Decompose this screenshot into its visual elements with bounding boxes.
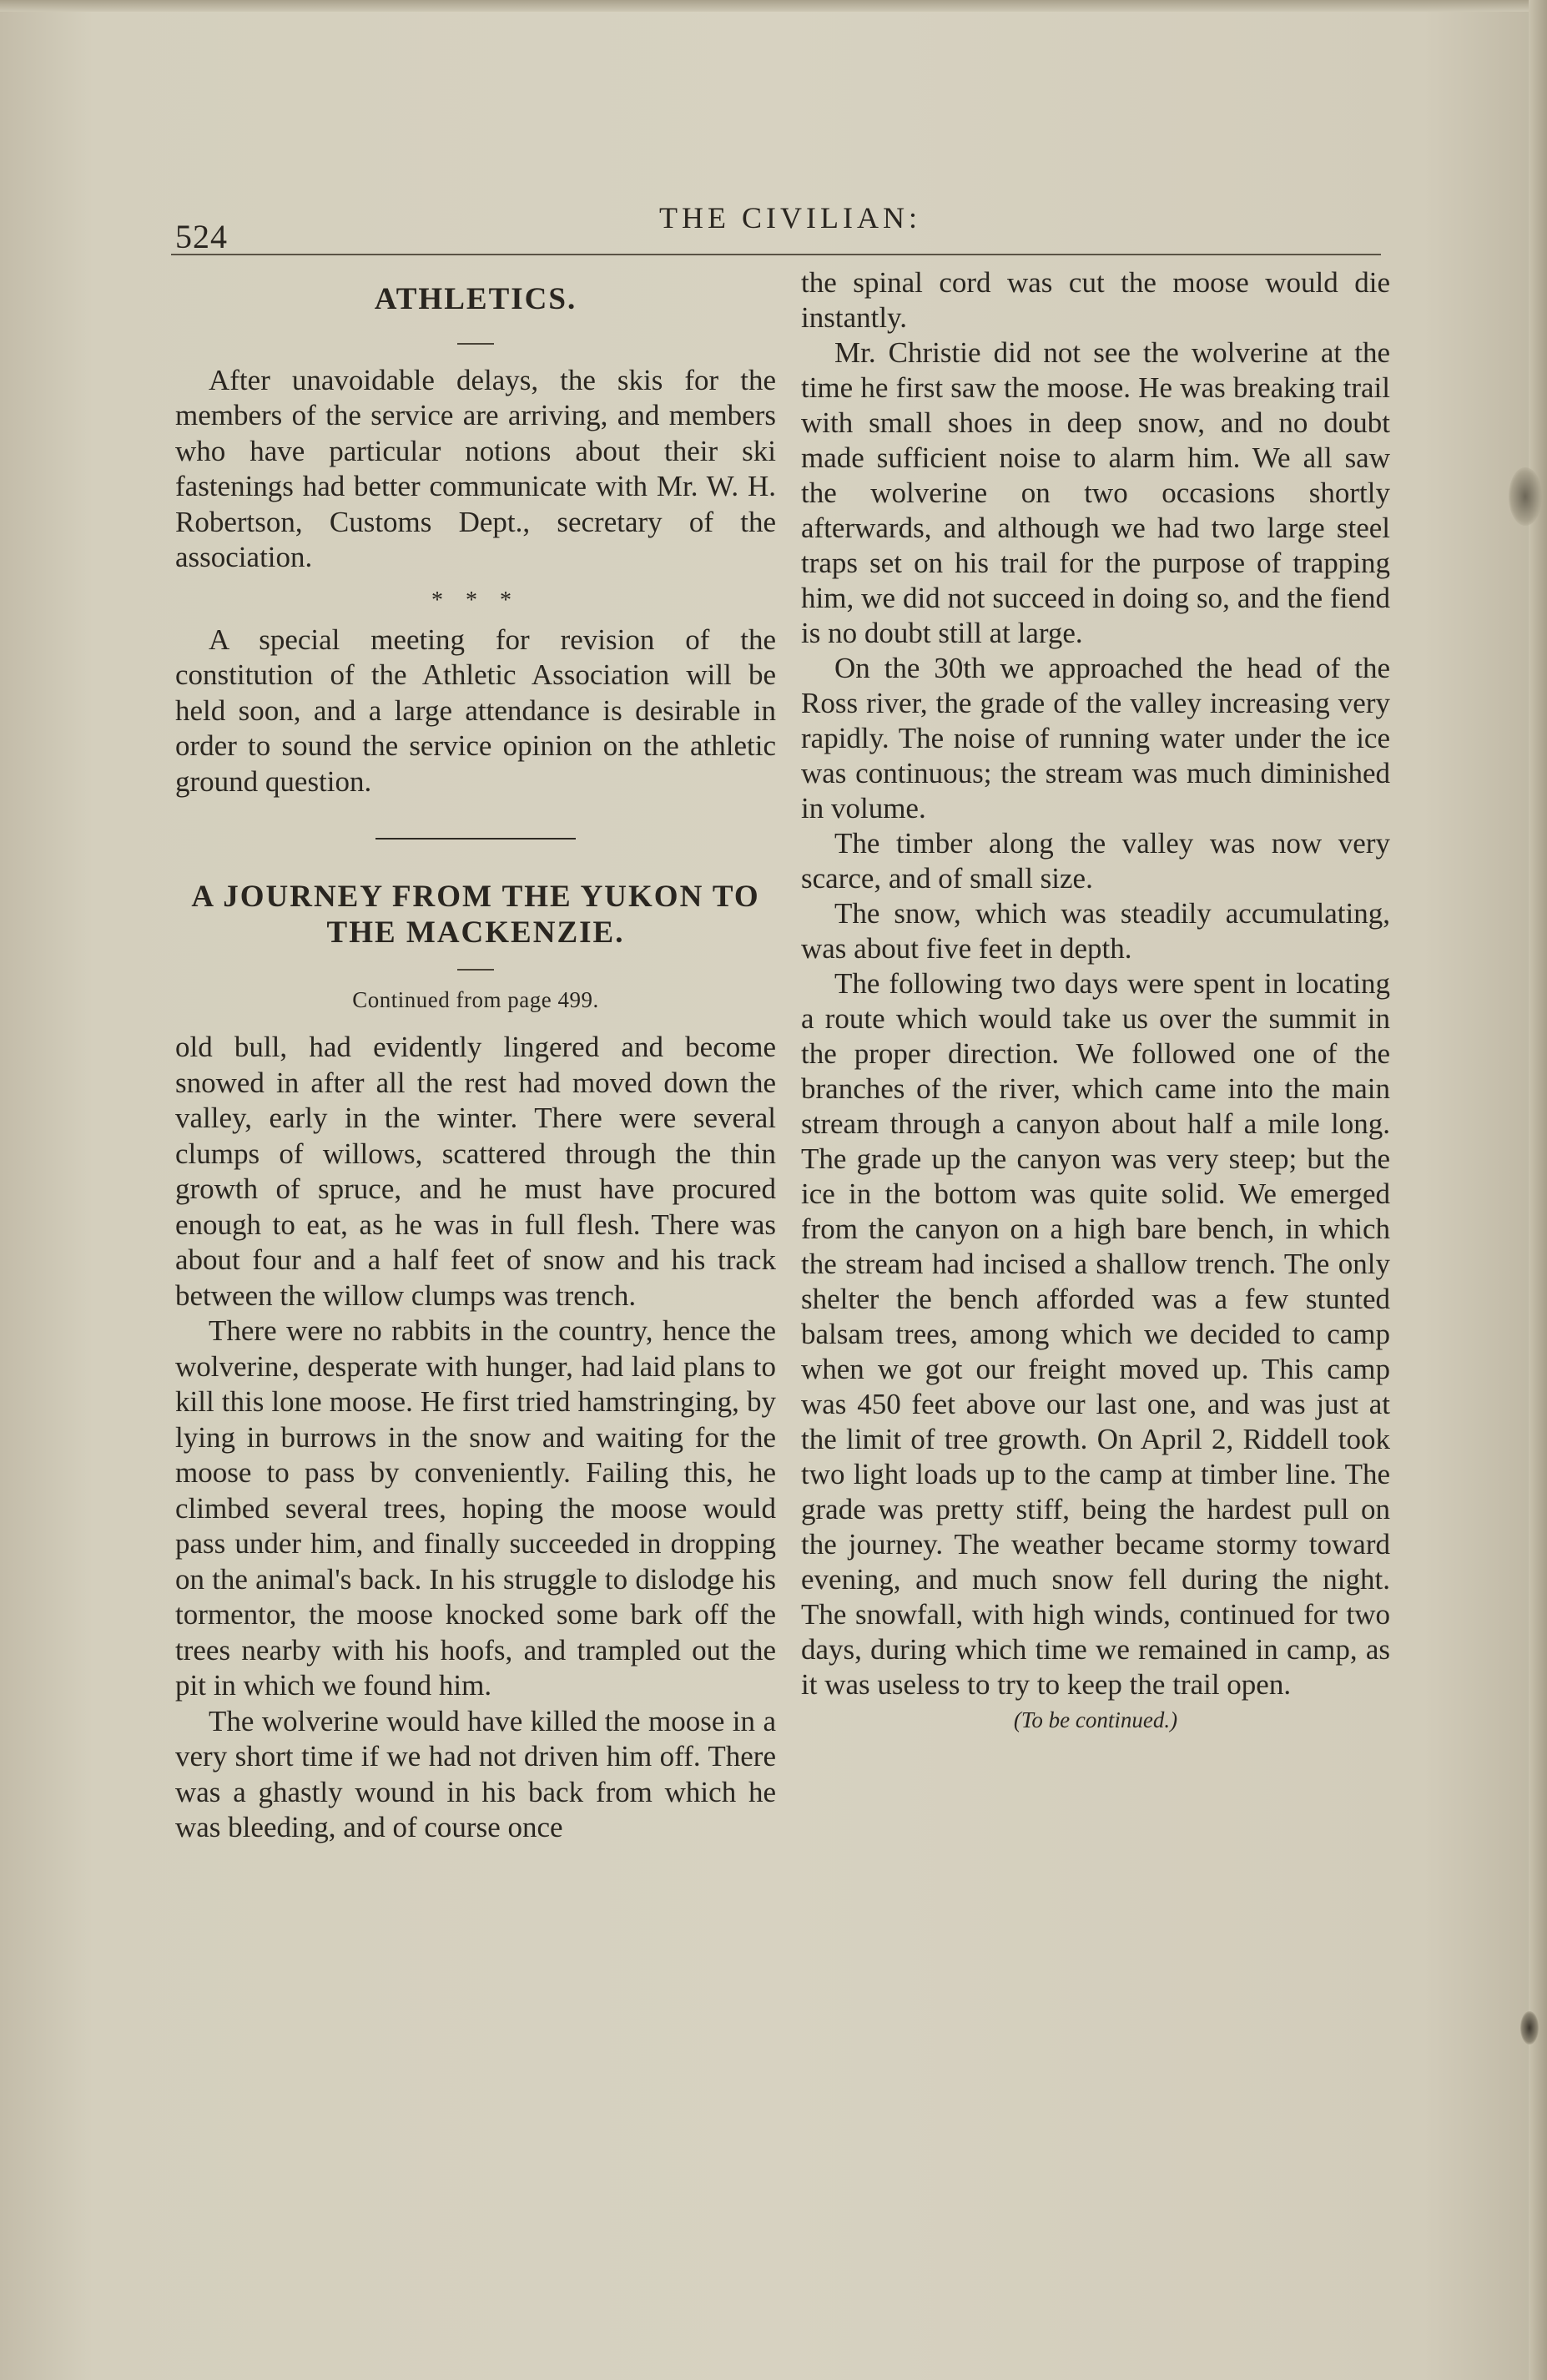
right-column [801, 265, 1390, 1733]
continued-from-note: Continued from page 499. [352, 987, 599, 1013]
page-number: 524 [175, 218, 228, 255]
journey-paragraph: Mr. Christie did not see the wolverine at the time he first saw the moose. He was breaking trail with small shoes in deep snow, and no doubt made sufficient noise to alarm him. We all saw the wolverine on two occasions shortly afterwards, and although we had two large steel traps set on his trail for the purpose of trapping him, we did not succeed in doing so, and the fiend is no doubt still at large. [801, 336, 1390, 649]
athletics-paragraph: After unavoidable delays, the skis for the members of the service are arriving, and members who have particular notions about their ski fastenings had better communicate with Mr. W. H. Robertson, Customs Dept., secretary of the association. [175, 363, 776, 574]
journey-paragraph: The timber along the valley was now very scarce, and of small size. [801, 827, 1390, 895]
athletics-paragraph: A special meeting for revision of the constitution of the Athletic Association will be held soon, and a large attendance is desirable in order to sound the service opinion on the athletic ground question. [175, 623, 776, 798]
journey-paragraph: The snow, which was steadily accumulating, was about five feet in depth. [801, 897, 1390, 965]
journey-paragraph: On the 30th we approached the head of the Ross river, the grade of the valley increasing very rapidly. The noise of running water under the ice was continuous; the stream was much diminished in volume. [801, 652, 1390, 824]
article-separator [375, 838, 576, 840]
journey-title: A JOURNEY FROM THE YUKON TO THE MACKENZIE. [191, 880, 760, 950]
left-column [175, 267, 776, 1846]
binding-mark [1520, 2011, 1539, 2045]
journey-paragraph: old bull, had evidently lingered and become snowed in after all the rest had moved down the valley, early in the winter. There were several clumps of willows, scattered through the thin growth of spruce, and he must have procured enough to eat, as he was in full flesh. There was about four and a half feet of snow and his track between the willow clumps was trench. [175, 1031, 776, 1312]
journey-paragraph: the spinal cord was cut the moose would die instantly. [801, 266, 1390, 334]
header-rule [171, 254, 1381, 255]
binding-hole [1509, 467, 1542, 526]
journey-paragraph: There were no rabbits in the country, hence the wolverine, desperate with hunger, had laid plans to kill this lone moose. He first tried hamstringing, by lying in burrows in the snow and waiting for the moose to pass by conveniently. Failing this, he climbed several trees, hoping the moose would pass under him, and finally succeeded in dropping on the animal's back. In his struggle to dislodge his tormentor, the moose knocked some bark off the trees nearby with his hoofs, and trampled out the pit in which we found him. [175, 1314, 776, 1702]
to-be-continued-note: (To be continued.) [1013, 1707, 1178, 1732]
page-header [175, 190, 1377, 255]
journey-paragraph: The following two days were spent in locating a route which would take us over the summit in the proper direction. We followed one of the branches of the river, which came into the main stream through a canyon about half a mile long. The grade up the canyon was very steep; but the ice in the bottom was quite solid. We emerged from the canyon on a high bare bench, in which the stream had incised a shallow trench. The only shelter the bench afforded was a few stunted balsam trees, among which we decided to camp when we got our freight moved up. This camp was 450 feet above our last one, and was just at the limit of tree growth. On April 2, Riddell took two light loads up to the camp at timber line. The grade was pretty stiff, being the hardest pull on the journey. The weather became stormy toward evening, and much snow fell during the night. The snowfall, with high winds, continued for two days, during which time we remained in camp, as it was useless to try to keep the trail open. [801, 967, 1390, 1701]
journey-paragraph: The wolverine would have killed the moose in a very short time if we had not driven him off. There was a ghastly wound in his back from which he was bleeding, and of course once [175, 1704, 776, 1844]
title-dash [457, 343, 494, 345]
section-stars: * * * [431, 587, 520, 613]
athletics-title: ATHLETICS. [374, 282, 577, 316]
title-dash [457, 969, 494, 971]
running-title: THE CIVILIAN: [659, 201, 921, 234]
page-top-edge [0, 0, 1547, 12]
